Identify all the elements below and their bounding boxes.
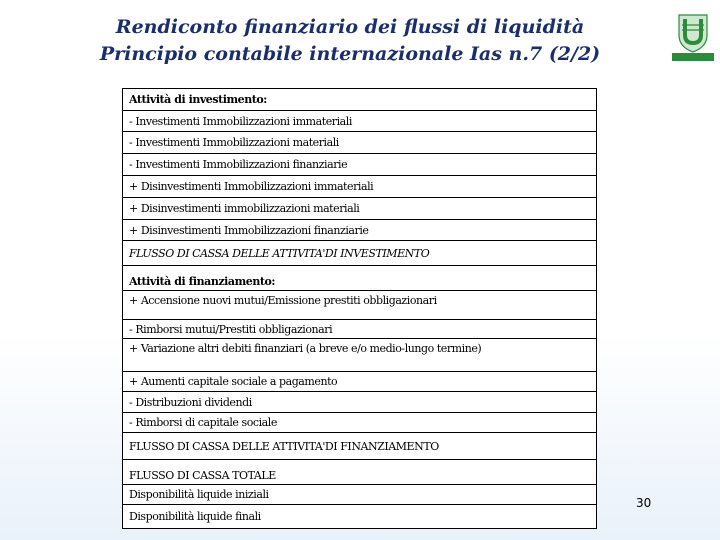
table-row: + Disinvestimenti Immobilizzazioni immateriali — [123, 176, 596, 198]
table-row-total-investimento: FLUSSO DI CASSA DELLE ATTIVITA'DI INVESTIMENTO — [123, 241, 596, 266]
table-row: + Accensione nuovi mutui/Emissione prestiti obbligazionari — [123, 291, 596, 320]
university-shield-icon — [676, 13, 710, 53]
slide-title-line-2: Principio contabile internazionale Ias n.7 (2/2) — [99, 43, 601, 65]
table-row: - Investimenti Immobilizzazioni materiali — [123, 132, 596, 154]
table-row: - Rimborsi mutui/Prestiti obbligazionari — [123, 320, 596, 339]
table-row: + Disinvestimenti immobilizzazioni materiali — [123, 198, 596, 220]
table-row: + Variazione altri debiti finanziari (a breve e/o medio-lungo termine) — [123, 339, 596, 372]
table-row: Disponibilità liquide iniziali — [123, 485, 596, 505]
page-number: 30 — [636, 496, 652, 510]
table-row: + Disinvestimenti Immobilizzazioni finanziarie — [123, 220, 596, 241]
university-logo-wordmark — [668, 6, 718, 12]
table-row-section-investimento: Attività di investimento: — [123, 89, 596, 111]
table-row: - Investimenti Immobilizzazioni immateriali — [123, 111, 596, 132]
table-row: - Distribuzioni dividendi — [123, 392, 596, 413]
table-row: + Aumenti capitale sociale a pagamento — [123, 372, 596, 392]
cash-flow-table — [122, 88, 597, 529]
table-row-total-finanziamento: FLUSSO DI CASSA DELLE ATTIVITA'DI FINANZIAMENTO — [123, 433, 596, 460]
table-row: Disponibilità liquide finali — [129, 510, 261, 523]
university-logo — [668, 6, 718, 66]
table-row: - Investimenti Immobilizzazioni finanziarie — [123, 154, 596, 176]
university-logo-band — [672, 53, 714, 61]
table-row: - Rimborsi di capitale sociale — [123, 413, 596, 433]
slide-title-line-1: Rendiconto finanziario dei flussi di liquidità — [115, 16, 585, 38]
table-row-section-finanziamento: Attività di finanziamento: — [123, 266, 596, 291]
slide-title — [60, 14, 640, 68]
table-row-total: FLUSSO DI CASSA TOTALE — [123, 460, 596, 485]
